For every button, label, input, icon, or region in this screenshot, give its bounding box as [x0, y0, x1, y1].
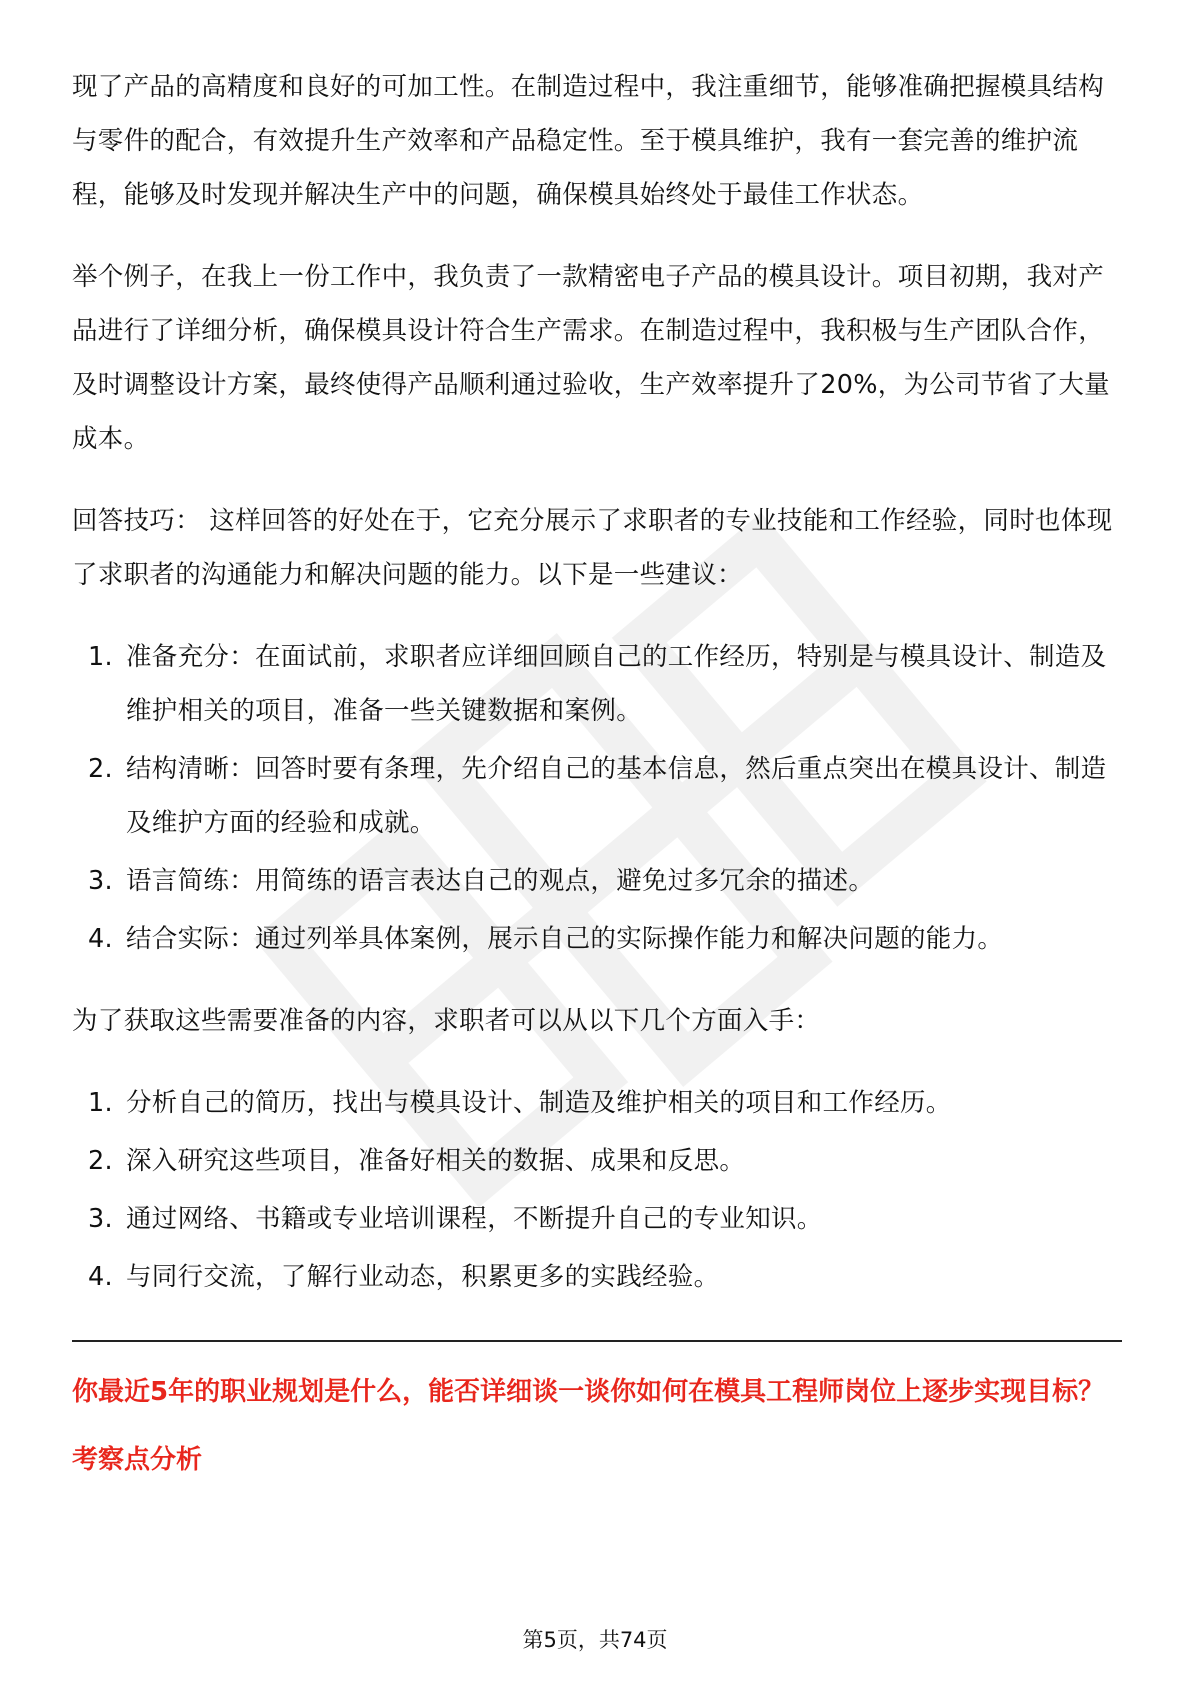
tips-list: [72, 630, 1122, 966]
section-divider: [72, 1340, 1122, 1342]
list-item-text: 结构清晰：回答时要有条理，先介绍自己的基本信息，然后重点突出在模具设计、制造及维护方面的经验和成就。: [126, 754, 1107, 838]
prep-steps-list: [72, 1076, 1122, 1304]
list-number: 4.: [88, 1262, 113, 1292]
list-item-text: 深入研究这些项目，准备好相关的数据、成果和反思。: [126, 1146, 746, 1176]
list-item-text: 准备充分：在面试前，求职者应详细回顾自己的工作经历，特别是与模具设计、制造及维护相关的项目，准备一些关键数据和案例。: [126, 642, 1107, 726]
list-item: [72, 1192, 1122, 1246]
list-number: 3.: [88, 866, 113, 896]
analysis-heading: 考察点分析: [72, 1445, 203, 1475]
page-footer: 第5页，共74页: [522, 1628, 668, 1652]
list-item: [72, 1076, 1122, 1130]
paragraph-prep-intro: 为了获取这些需要准备的内容，求职者可以从以下几个方面入手：: [72, 1006, 821, 1036]
page-content: [72, 60, 1122, 1480]
list-number: 2.: [88, 754, 113, 784]
list-item: [72, 630, 1122, 738]
list-number: 4.: [88, 924, 113, 954]
list-item: [72, 1250, 1122, 1304]
list-item: [72, 1134, 1122, 1188]
list-number: 1.: [88, 1088, 113, 1118]
list-item-text: 分析自己的简历，找出与模具设计、制造及维护相关的项目和工作经历。: [126, 1088, 952, 1118]
list-item-text: 语言简练：用简练的语言表达自己的观点，避免过多冗余的描述。: [126, 866, 875, 896]
list-item-text: 与同行交流，了解行业动态，积累更多的实践经验。: [126, 1262, 720, 1292]
question-heading: 你最近5年的职业规划是什么，能否详细谈一谈你如何在模具工程师岗位上逐步实现目标？: [72, 1377, 1105, 1407]
list-item: [72, 912, 1122, 966]
list-number: 3.: [88, 1204, 113, 1234]
paragraph-answer-tips: 回答技巧： 这样回答的好处在于，它充分展示了求职者的专业技能和工作经验，同时也体现了求职者的沟通能力和解决问题的能力。以下是一些建议：: [72, 506, 1113, 590]
paragraph-answer-continued: 现了产品的高精度和良好的可加工性。在制造过程中，我注重细节，能够准确把握模具结构与零件的配合，有效提升生产效率和产品稳定性。至于模具维护，我有一套完善的维护流程，能够及时发现并解决生产中的问题，确保模具始终处于最佳工作状态。: [72, 72, 1105, 210]
list-number: 1.: [88, 642, 113, 672]
list-number: 2.: [88, 1146, 113, 1176]
list-item-text: 通过网络、书籍或专业培训课程，不断提升自己的专业知识。: [126, 1204, 823, 1234]
list-item: [72, 742, 1122, 850]
list-item-text: 结合实际：通过列举具体案例，展示自己的实际操作能力和解决问题的能力。: [126, 924, 1004, 954]
paragraph-example: 举个例子，在我上一份工作中，我负责了一款精密电子产品的模具设计。项目初期，我对产品进行了详细分析，确保模具设计符合生产需求。在制造过程中，我积极与生产团队合作，及时调整设计方案，最终使得产品顺利通过验收，生产效率提升了20%，为公司节省了大量成本。: [72, 262, 1110, 454]
list-item: [72, 854, 1122, 908]
